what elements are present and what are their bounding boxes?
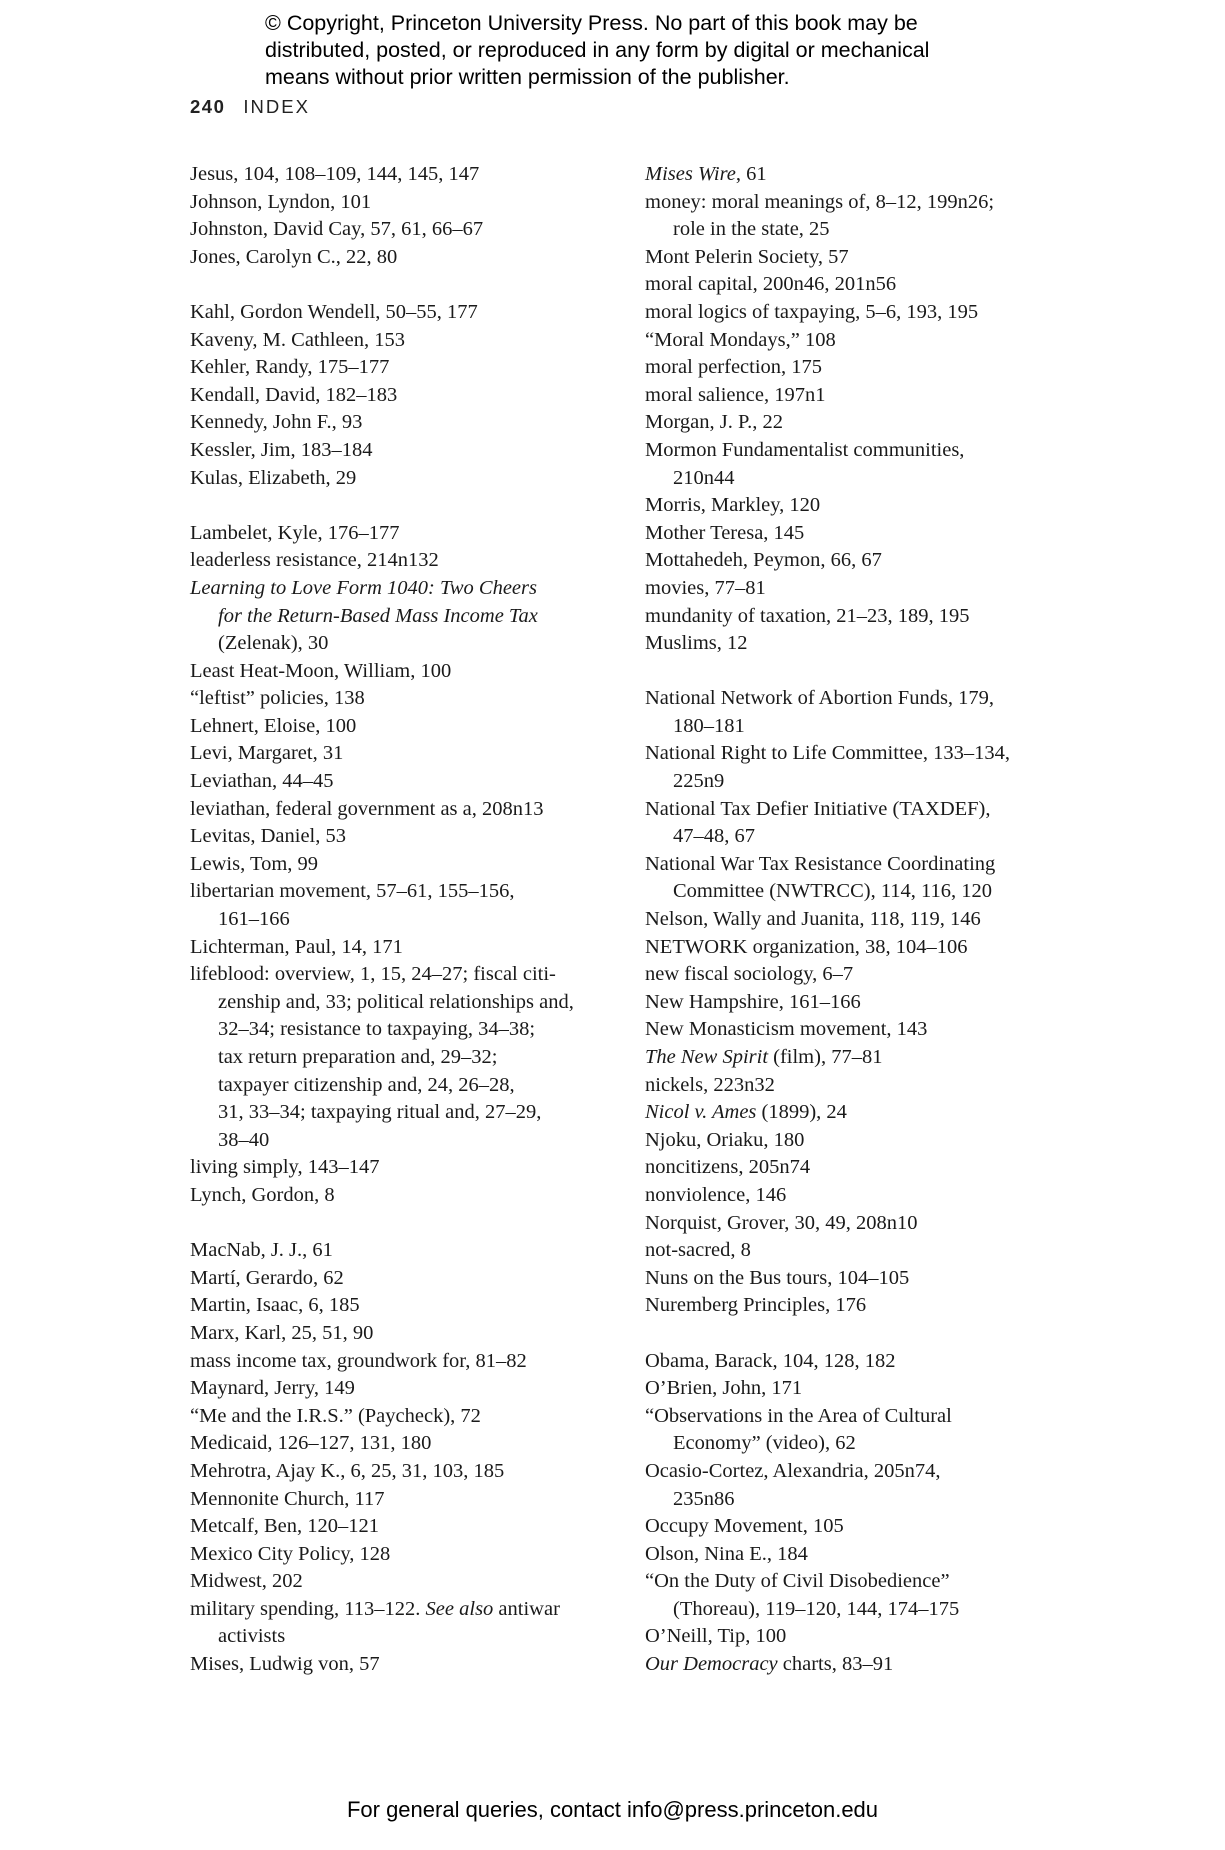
index-entry-line: Medicaid, 126–127, 131, 180 [190, 1432, 432, 1455]
index-entry [645, 603, 1075, 631]
index-group-k [190, 299, 630, 492]
index-entry [645, 547, 1075, 575]
index-entry-line: 210n44 [673, 466, 735, 489]
index-entry [190, 354, 630, 382]
index-entry-line: National Right to Life Committee, 133–134, [645, 742, 1010, 765]
index-entry-line: “Moral Mondays,” 108 [645, 328, 836, 351]
index-entry [645, 1182, 1075, 1210]
index-entry [645, 961, 1075, 989]
index-entry [190, 1403, 630, 1431]
index-entry-line: Committee (NWTRCC), 114, 116, 120 [673, 880, 993, 903]
index-entry-line: Njoku, Oriaku, 180 [645, 1128, 805, 1151]
index-entry [645, 299, 1075, 327]
index-entry [190, 961, 630, 1154]
index-entry-line: Kahl, Gordon Wendell, 50–55, 177 [190, 300, 478, 323]
index-entry-line: for the Return-Based Mass Income Tax [218, 604, 538, 627]
index-group-o [645, 1348, 1075, 1679]
index-entry [645, 189, 1075, 244]
index-entry [190, 547, 630, 575]
index-entry-line: Johnston, David Cay, 57, 61, 66–67 [190, 218, 484, 241]
index-entry [645, 906, 1075, 934]
index-entry-line: Metcalf, Ben, 120–121 [190, 1515, 380, 1538]
index-entry [190, 1292, 630, 1320]
index-entry [190, 189, 630, 217]
index-entry-line: Nuremberg Principles, 176 [645, 1294, 867, 1317]
index-entry-line: Morris, Markley, 120 [645, 494, 821, 517]
index-entry [645, 1154, 1075, 1182]
index-entry [645, 1265, 1075, 1293]
index-column-right [645, 161, 1075, 1679]
index-entry-line: Jesus, 104, 108–109, 144, 145, 147 [190, 163, 480, 185]
index-entry-line: Lambelet, Kyle, 176–177 [190, 521, 400, 544]
index-entry [190, 299, 630, 327]
index-entry-line: “On the Duty of Civil Disobedience” [645, 1570, 950, 1593]
group-spacer [190, 492, 630, 520]
index-entry [645, 1072, 1075, 1100]
copyright-notice-line: means without prior written permission of the publisher. [265, 65, 790, 89]
index-entry-line: Nuns on the Bus tours, 104–105 [645, 1266, 910, 1289]
index-entry-line: Levitas, Daniel, 53 [190, 825, 346, 848]
index-entry-line: Least Heat-Moon, William, 100 [190, 659, 452, 682]
index-entry-line: Martí, Gerardo, 62 [190, 1266, 344, 1289]
index-entry [645, 492, 1075, 520]
index-entry-line: Leviathan, 44–45 [190, 770, 334, 793]
group-spacer [645, 1320, 1075, 1348]
index-entry-line: “Me and the I.R.S.” (Paycheck), 72 [190, 1404, 481, 1427]
index-entry [645, 1099, 1075, 1127]
index-entry-line: 31, 33–34; taxpaying ritual and, 27–29, [218, 1101, 542, 1124]
index-entry-line: Mormon Fundamentalist communities, [645, 438, 965, 461]
index-entry-line: Mexico City Policy, 128 [190, 1542, 391, 1565]
index-group-l [190, 520, 630, 1210]
index-entry [645, 685, 1075, 740]
index-entry-line: New Hampshire, 161–166 [645, 990, 861, 1013]
index-entry [645, 1651, 1075, 1679]
index-entry-line: Norquist, Grover, 30, 49, 208n10 [645, 1211, 918, 1234]
index-entry-line: Johnson, Lyndon, 101 [190, 190, 372, 213]
index-entry-line: Marx, Karl, 25, 51, 90 [190, 1321, 374, 1344]
index-entry [190, 1651, 630, 1679]
index-entry [645, 740, 1075, 795]
index-entry-line: O’Neill, Tip, 100 [645, 1625, 787, 1648]
index-entry [190, 409, 630, 437]
index-entry [190, 1513, 630, 1541]
index-entry-line: Maynard, Jerry, 149 [190, 1377, 355, 1400]
index-entry [190, 713, 630, 741]
index-entry-line: nickels, 223n32 [645, 1073, 775, 1096]
index-group-j [190, 161, 630, 271]
index-entry-line: moral perfection, 175 [645, 356, 823, 379]
index-entry-line: Mottahedeh, Peymon, 66, 67 [645, 549, 882, 572]
index-entry-line: new fiscal sociology, 6–7 [645, 963, 854, 986]
index-entry [645, 575, 1075, 603]
index-entry [645, 1292, 1075, 1320]
index-entry-line: Occupy Movement, 105 [645, 1515, 844, 1538]
index-entry-line: Ocasio-Cortez, Alexandria, 205n74, [645, 1459, 941, 1482]
running-head [190, 96, 310, 118]
index-entry [190, 1154, 630, 1182]
index-entry [645, 1623, 1075, 1651]
index-entry-line: O’Brien, John, 171 [645, 1377, 803, 1400]
page-number: 240 [190, 96, 226, 117]
index-entry-line: Mises, Ludwig von, 57 [190, 1653, 380, 1676]
group-spacer [645, 658, 1075, 686]
index-entry [190, 934, 630, 962]
index-entry-line: Kaveny, M. Cathleen, 153 [190, 328, 406, 351]
index-entry [645, 520, 1075, 548]
index-entry [190, 658, 630, 686]
copyright-notice [265, 10, 1025, 91]
index-entry [190, 685, 630, 713]
index-entry-line: tax return preparation and, 29–32; [218, 1046, 498, 1068]
index-entry [645, 409, 1075, 437]
index-entry [190, 465, 630, 493]
footer-contact: For general queries, contact info@press.princeton.edu [346, 1797, 879, 1822]
index-entry [190, 327, 630, 355]
index-entry-line: moral capital, 200n46, 201n56 [645, 273, 897, 296]
index-entry [645, 437, 1075, 492]
index-group-n [645, 685, 1075, 1320]
index-entry-line: Our Democracy charts, 83–91 [645, 1653, 894, 1676]
index-entry [645, 1237, 1075, 1265]
index-entry-line: “Observations in the Area of Cultural [645, 1404, 952, 1427]
index-entry-line: moral salience, 197n1 [645, 383, 826, 406]
index-entry [645, 327, 1075, 355]
index-entry-line: Mont Pelerin Society, 57 [645, 245, 849, 268]
index-entry-line: leaderless resistance, 214n132 [190, 549, 439, 572]
index-entry-line: zenship and, 33; political relationships and, [218, 990, 574, 1013]
index-entry [645, 1210, 1075, 1238]
index-entry [645, 1541, 1075, 1569]
index-entry-line: NETWORK organization, 38, 104–106 [645, 935, 968, 958]
index-entry [190, 1348, 630, 1376]
index-entry [190, 1458, 630, 1486]
index-entry-line: MacNab, J. J., 61 [190, 1239, 333, 1262]
index-entry [645, 1044, 1075, 1072]
index-entry [190, 1430, 630, 1458]
index-entry-line: Obama, Barack, 104, 128, 182 [645, 1349, 896, 1372]
index-entry [190, 1237, 630, 1265]
index-entry [645, 1127, 1075, 1155]
index-entry-line: Midwest, 202 [190, 1570, 303, 1593]
index-entry [645, 851, 1075, 906]
index-entry [645, 271, 1075, 299]
index-entry [645, 1016, 1075, 1044]
index-entry [190, 740, 630, 768]
index-entry-line: Jones, Carolyn C., 22, 80 [190, 245, 398, 268]
index-entry [190, 1375, 630, 1403]
index-entry-line: Kehler, Randy, 175–177 [190, 356, 390, 379]
index-entry-line: Lichterman, Paul, 14, 171 [190, 935, 403, 958]
index-entry [645, 934, 1075, 962]
index-entry-line: noncitizens, 205n74 [645, 1156, 811, 1179]
section-title: INDEX [243, 96, 310, 117]
index-entry-line: Lynch, Gordon, 8 [190, 1183, 335, 1206]
index-entry [190, 1320, 630, 1348]
index-entry-line: movies, 77–81 [645, 576, 766, 599]
index-entry-line: Kendall, David, 182–183 [190, 383, 398, 406]
index-entry [645, 989, 1075, 1017]
index-entry [645, 1513, 1075, 1541]
index-entry-line: 38–40 [218, 1128, 270, 1151]
index-entry [645, 796, 1075, 851]
index-entry [190, 161, 630, 189]
index-entry [190, 823, 630, 851]
index-entry [190, 878, 630, 933]
index-entry-line: taxpayer citizenship and, 24, 26–28, [218, 1073, 515, 1096]
index-entry-line: 180–181 [673, 714, 745, 737]
index-entry [190, 851, 630, 879]
index-entry-line: Muslims, 12 [645, 632, 748, 655]
index-entry-line: Mehrotra, Ajay K., 6, 25, 31, 103, 185 [190, 1459, 505, 1482]
index-entry-line: Learning to Love Form 1040: Two Cheers [190, 576, 537, 599]
index-entry [645, 630, 1075, 658]
index-entry [645, 244, 1075, 272]
index-entry [645, 1403, 1075, 1458]
index-entry [190, 768, 630, 796]
index-entry-line: National War Tax Resistance Coordinating [645, 852, 996, 875]
index-entry-line: 32–34; resistance to taxpaying, 34–38; [218, 1018, 536, 1041]
index-group-m [190, 1237, 630, 1679]
index-entry [190, 382, 630, 410]
copyright-notice-line: © Copyright, Princeton University Press. No part of this book may be [265, 11, 918, 35]
index-entry-line: leviathan, federal government as a, 208n13 [190, 797, 544, 820]
index-entry-line: New Monasticism movement, 143 [645, 1018, 928, 1041]
index-entry [190, 796, 630, 824]
index-entry-line: nonviolence, 146 [645, 1183, 787, 1206]
index-entry-line: Mennonite Church, 117 [190, 1487, 385, 1510]
index-entry-line: libertarian movement, 57–61, 155–156, [190, 880, 515, 903]
index-entry-line: Nelson, Wally and Juanita, 118, 119, 146 [645, 908, 981, 931]
index-entry-line: “leftist” policies, 138 [190, 687, 365, 710]
index-entry [645, 1375, 1075, 1403]
index-entry [190, 437, 630, 465]
group-spacer [190, 271, 630, 299]
index-entry [645, 1458, 1075, 1513]
index-entry-line: Morgan, J. P., 22 [645, 411, 784, 434]
index-entry [190, 1596, 630, 1651]
index-entry [190, 520, 630, 548]
index-entry [190, 216, 630, 244]
index-entry-line: (Thoreau), 119–120, 144, 174–175 [673, 1597, 960, 1620]
index-entry-line: Kulas, Elizabeth, 29 [190, 466, 357, 489]
index-entry [645, 354, 1075, 382]
index-entry-line: Economy” (video), 62 [673, 1432, 856, 1455]
index-group-m [645, 161, 1075, 658]
index-entry-line: Kessler, Jim, 183–184 [190, 438, 373, 461]
index-entry [645, 1348, 1075, 1376]
index-entry-line: mass income tax, groundwork for, 81–82 [190, 1349, 527, 1372]
index-entry [645, 1568, 1075, 1623]
index-entry [190, 575, 630, 658]
index-entry-line: living simply, 143–147 [190, 1156, 380, 1179]
index-entry-line: money: moral meanings of, 8–12, 199n26; [645, 190, 995, 213]
index-entry-line: Nicol v. Ames (1899), 24 [645, 1101, 847, 1124]
index-entry-line: Levi, Margaret, 31 [190, 742, 344, 765]
index-entry-line: moral logics of taxpaying, 5–6, 193, 195 [645, 300, 979, 323]
index-entry-line: Lewis, Tom, 99 [190, 852, 319, 875]
index-entry [190, 1486, 630, 1514]
index-entry-line: Mother Teresa, 145 [645, 521, 805, 544]
index-entry [190, 244, 630, 272]
index-entry-line: lifeblood: overview, 1, 15, 24–27; fiscal citi- [190, 963, 556, 986]
index-entry [190, 1568, 630, 1596]
index-entry-line: Lehnert, Eloise, 100 [190, 714, 357, 737]
index-entry-line: activists [218, 1625, 286, 1648]
index-entry-line: 47–48, 67 [673, 825, 755, 848]
index-entry-line: mundanity of taxation, 21–23, 189, 195 [645, 604, 970, 627]
group-spacer [190, 1210, 630, 1238]
index-entry-line: Martin, Isaac, 6, 185 [190, 1294, 360, 1317]
index-entry [645, 161, 1075, 189]
index-entry-line: military spending, 113–122. See also antiwar [190, 1597, 560, 1620]
index-entry-line: 161–166 [218, 908, 290, 931]
index-entry-line: role in the state, 25 [673, 218, 830, 241]
index-entry-line: The New Spirit (film), 77–81 [645, 1046, 883, 1068]
copyright-notice-line: distributed, posted, or reproduced in any form by digital or mechanical [265, 38, 930, 62]
index-entry-line: Kennedy, John F., 93 [190, 411, 363, 434]
index-entry-line: 225n9 [673, 770, 725, 793]
index-column-left [190, 161, 630, 1679]
index-entry [190, 1265, 630, 1293]
index-entry-line: National Network of Abortion Funds, 179, [645, 687, 995, 710]
index-entry-line: not-sacred, 8 [645, 1239, 751, 1262]
index-entry-line: 235n86 [673, 1487, 735, 1510]
index-entry-line: National Tax Defier Initiative (TAXDEF), [645, 797, 991, 820]
index-entry [190, 1541, 630, 1569]
index-entry-line: Mises Wire, 61 [645, 163, 767, 185]
index-entry [190, 1182, 630, 1210]
index-entry [645, 382, 1075, 410]
index-entry-line: Olson, Nina E., 184 [645, 1542, 808, 1565]
index-entry-line: (Zelenak), 30 [218, 632, 329, 655]
